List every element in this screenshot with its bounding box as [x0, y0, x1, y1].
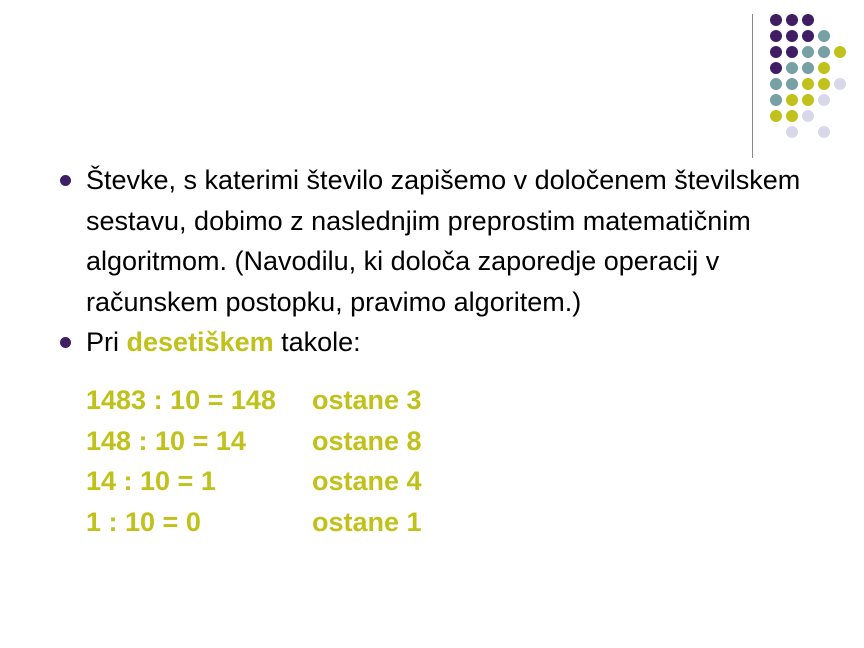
calc-row [86, 502, 422, 543]
decorative-dot [802, 46, 814, 58]
decorative-dot [770, 110, 782, 122]
bullet-suffix: takole: [273, 327, 361, 357]
decorative-dot [770, 30, 782, 42]
bullet-prefix: Pri [86, 327, 127, 357]
bullet-item-2 [48, 322, 828, 363]
calc-row [86, 421, 422, 462]
decorative-dot [786, 78, 798, 90]
decorative-dot [802, 30, 814, 42]
decorative-dot [834, 78, 846, 90]
decorative-dot [818, 30, 830, 42]
calc-equation: 1483 : 10 = 148 [86, 385, 276, 415]
highlight-term: desetiškem [126, 327, 274, 357]
decorative-dot [786, 126, 798, 138]
calc-equation: 14 : 10 = 1 [86, 466, 216, 496]
decorative-dot [770, 46, 782, 58]
decorative-dot [770, 14, 782, 26]
bullet-text: Števke, s katerimi število zapišemo v določenem številskem sestavu, dobimo z naslednjim preprostim matematičnim algoritmom. (Navodilu, ki določa zaporedje operacij v računskem postopku, pravimo algoritem.) [86, 165, 801, 317]
decorative-dot [818, 126, 830, 138]
decorative-dot [770, 94, 782, 106]
calc-row [86, 461, 422, 502]
calc-remainder: ostane 1 [312, 506, 422, 537]
decorative-dot [786, 14, 798, 26]
decorative-dot [786, 62, 798, 74]
bullet-dot-icon [60, 175, 71, 186]
decorative-dot [802, 62, 814, 74]
decorative-dot [770, 62, 782, 74]
decorative-dot [834, 46, 846, 58]
calc-remainder: ostane 3 [312, 385, 422, 415]
division-calculation [86, 380, 422, 542]
calc-row [86, 380, 422, 421]
calc-equation: 148 : 10 = 14 [86, 425, 246, 456]
decorative-divider-line [752, 14, 753, 158]
decorative-dot [786, 46, 798, 58]
calc-remainder: ostane 4 [312, 466, 422, 496]
decorative-dot [802, 78, 814, 90]
decorative-dot [770, 78, 782, 90]
decorative-dot [786, 110, 798, 122]
decorative-dot [818, 62, 830, 74]
slide-content [48, 160, 828, 363]
decorative-dot [786, 94, 798, 106]
decorative-dot [802, 14, 814, 26]
decorative-dot [818, 46, 830, 58]
calc-equation: 1 : 10 = 0 [86, 506, 201, 537]
calc-remainder: ostane 8 [312, 425, 422, 456]
decorative-dot [786, 30, 798, 42]
decorative-dot [802, 94, 814, 106]
decorative-dot [802, 110, 814, 122]
bullet-dot-icon [60, 337, 71, 348]
bullet-item-1 [48, 160, 828, 322]
decorative-dot [818, 78, 830, 90]
decorative-dot [818, 94, 830, 106]
